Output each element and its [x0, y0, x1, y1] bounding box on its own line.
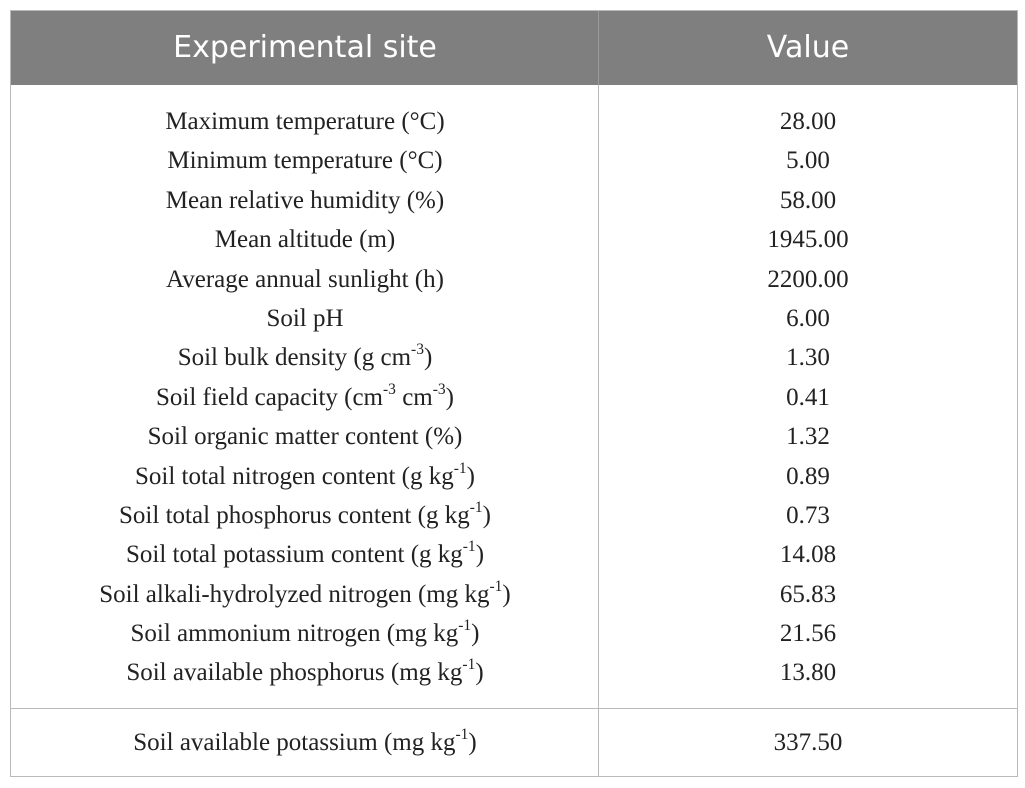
- table-row: [11, 653, 1017, 692]
- row-label-superscript: -3: [432, 380, 446, 398]
- row-value: 0.41: [786, 383, 830, 411]
- row-value: 58.00: [779, 186, 837, 214]
- row-label: [11, 299, 599, 338]
- row-label-text: Soil ammonium nitrogen (mg kg: [130, 620, 459, 648]
- row-label-suffix: ): [475, 659, 484, 687]
- row-label-text: Soil total potassium content (g kg: [125, 541, 463, 569]
- row-label-text: Soil organic matter content (%): [147, 423, 463, 451]
- header-value: Value: [766, 30, 850, 65]
- row-label-suffix: ): [468, 729, 477, 756]
- row-value: 21.56: [779, 620, 837, 648]
- header-experimental-site: Experimental site: [173, 30, 437, 65]
- row-label: [11, 181, 599, 220]
- row-value: 5.00: [786, 147, 830, 175]
- row-label-text: Soil available potassium (mg kg: [133, 729, 456, 756]
- table-row: [11, 496, 1017, 535]
- row-value: 65.83: [779, 580, 837, 608]
- row-label-suffix: ): [466, 462, 475, 490]
- row-label-superscript: -1: [489, 577, 503, 595]
- row-label-superscript: -1: [462, 538, 476, 556]
- row-value: 0.73: [786, 501, 830, 529]
- row-label-superscript: -1: [469, 499, 483, 517]
- row-value: 337.50: [773, 729, 843, 756]
- row-label: [11, 457, 599, 496]
- soil-climate-table: [10, 10, 1018, 777]
- row-label: [11, 141, 599, 180]
- row-label-suffix: ): [471, 620, 480, 648]
- row-label: [11, 260, 599, 299]
- table-row: [11, 575, 1017, 614]
- row-label: [11, 496, 599, 535]
- row-label-text: Soil available phosphorus (mg kg: [126, 659, 463, 687]
- row-label-text: Soil bulk density (g cm: [177, 344, 412, 372]
- row-value: 13.80: [779, 659, 837, 687]
- row-label-text: Soil total phosphorus content (g kg: [119, 501, 470, 529]
- row-label-superscript: -3: [411, 341, 424, 359]
- table-row: [11, 299, 1017, 338]
- row-label: [11, 709, 599, 776]
- table-row: [11, 102, 1017, 141]
- row-label: [11, 378, 599, 417]
- row-label-text: Mean altitude (m): [214, 226, 396, 254]
- row-label-superscript: -1: [455, 726, 469, 744]
- row-label-suffix: ): [502, 580, 511, 608]
- row-label-text: Soil alkali-hydrolyzed nitrogen (mg kg: [99, 580, 490, 608]
- table-row: [11, 378, 1017, 417]
- row-label-superscript: -1: [462, 656, 476, 674]
- row-label-suffix: cm: [395, 383, 433, 411]
- row-label-superscript: -1: [453, 459, 467, 477]
- table-row: [11, 417, 1017, 456]
- row-label-text: Mean relative humidity (%): [165, 186, 445, 214]
- row-value: 1.30: [786, 344, 830, 372]
- table-body: [11, 102, 1017, 693]
- table-row: [11, 614, 1017, 653]
- table-row-last: [11, 709, 1017, 776]
- row-label-suffix: ): [423, 344, 433, 372]
- row-label-superscript: -1: [458, 617, 472, 635]
- table-row: [11, 338, 1017, 377]
- row-label-text: Soil pH: [266, 304, 344, 332]
- row-label-text: Average annual sunlight (h): [166, 265, 444, 293]
- row-label-text: Maximum temperature (°C): [165, 108, 445, 135]
- row-value: 1945.00: [767, 226, 849, 254]
- row-label-suffix: ): [445, 383, 454, 411]
- row-value: 14.08: [779, 541, 837, 569]
- table-row: [11, 535, 1017, 574]
- row-label-text: Minimum temperature (°C): [167, 147, 443, 175]
- row-label: [11, 653, 599, 692]
- row-value: 1.32: [786, 423, 830, 451]
- row-label-text: Soil total nitrogen content (g kg: [135, 462, 454, 490]
- table-row: [11, 181, 1017, 220]
- row-label: [11, 102, 599, 141]
- row-value: 6.00: [786, 304, 830, 332]
- row-label-suffix: ): [475, 541, 485, 569]
- row-label: [11, 575, 599, 614]
- row-label: [11, 338, 599, 377]
- row-label-suffix: ): [482, 501, 491, 529]
- row-value: 28.00: [779, 108, 837, 135]
- row-label: [11, 535, 599, 574]
- table-row: [11, 141, 1017, 180]
- table-row: [11, 220, 1017, 259]
- row-label: [11, 220, 599, 259]
- row-label-text: Soil field capacity (cm: [156, 383, 384, 411]
- row-label-superscript: -3: [383, 380, 396, 398]
- row-value: 0.89: [786, 462, 830, 490]
- table-row: [11, 260, 1017, 299]
- row-value: 2200.00: [767, 265, 849, 293]
- table-header: [11, 11, 1017, 85]
- table-row: [11, 457, 1017, 496]
- row-label: [11, 614, 599, 653]
- row-label: [11, 417, 599, 456]
